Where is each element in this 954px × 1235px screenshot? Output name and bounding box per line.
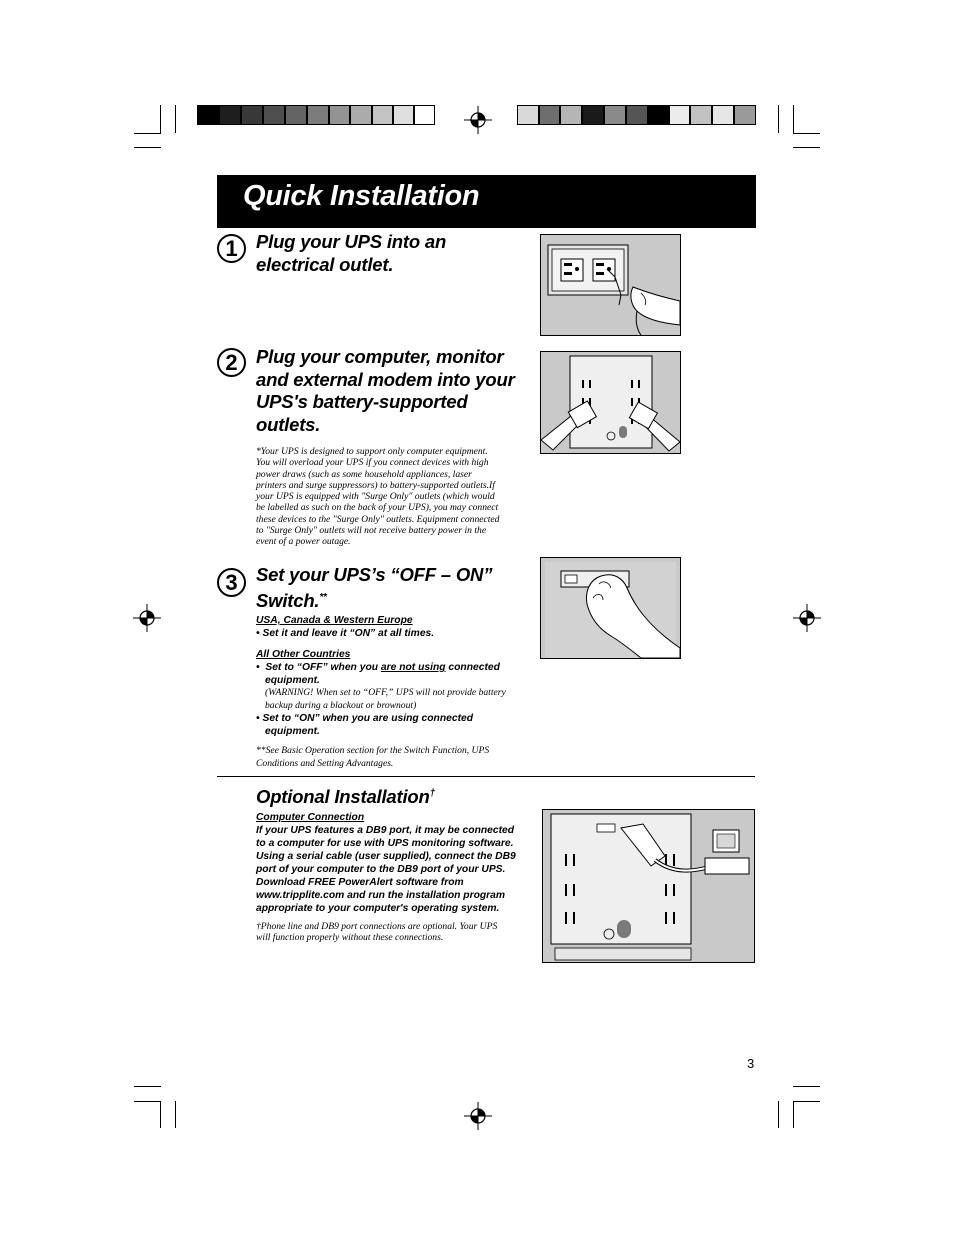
ups-back-panel-illustration	[540, 351, 681, 454]
region2-bullet-off: • Set to “OFF” when you are not using connected equipment.	[256, 662, 500, 686]
section-divider	[217, 776, 755, 777]
optional-heading: Optional Installation†	[256, 786, 435, 808]
step-3-footnote: **See Basic Operation section for the Switch Function, UPS Conditions and Setting Advantages.	[256, 745, 490, 769]
step-2-number: 2	[217, 348, 246, 377]
region2-bullet-on: • Set to “ON” when you are using connected equipment.	[256, 713, 474, 737]
page-title: Quick Installation	[243, 180, 480, 212]
page-number: 3	[747, 1056, 755, 1071]
step-1-heading: Plug your UPS into an electrical outlet.	[256, 231, 447, 275]
optional-note: †Phone line and DB9 port connections are optional. Your UPS will function properly without these connections.	[256, 921, 498, 944]
region1-bullet: • Set it and leave it “ON” at all times.	[256, 628, 435, 639]
computer-connection-subhead: Computer Connection	[256, 812, 365, 823]
step-2-heading: Plug your computer, monitor and external modem into your UPS's battery-supported outlets.	[256, 346, 515, 435]
registration-target-left	[133, 604, 161, 632]
region2-title: All Other Countries	[256, 649, 351, 660]
step-3-number: 3	[217, 568, 246, 597]
optional-body: If your UPS features a DB9 port, it may be connected to a computer for use with UPS monitoring software. Using a serial cable (user supplied), connect the DB9 port of your computer to the DB9 port of your UPS. Download FREE PowerAlert software from www.tripplite.com and run the installation program appropriate to your computer's operating system.	[256, 825, 516, 914]
off-on-switch-illustration	[540, 557, 681, 659]
step-1-number: 1	[217, 234, 246, 263]
registration-target-top	[464, 106, 492, 134]
db9-connection-illustration	[542, 809, 755, 963]
step-2-note: *Your UPS is designed to support only computer equipment. You will overload your UPS if you connect devices with high power draws (such as some household appliances, laser printers and surge suppressors) to battery-supported outlets.If your UPS is equipped with "Surge Only" outlets (which would be labelled as such on the back of your UPS), you may connect these devices to the "Surge Only" outlets. Equipment connected to "Surge Only" outlets will not receive battery power in the event of a power outage.	[256, 446, 500, 548]
registration-target-right	[793, 604, 821, 632]
wall-outlet-illustration	[540, 234, 681, 336]
step-3-heading: Set your UPS’s “OFF – ON” Switch.**	[256, 564, 493, 611]
region1-title: USA, Canada & Western Europe	[256, 615, 413, 626]
warning-note: (WARNING! When set to “OFF,” UPS will not provide battery backup during a blackout or brownout)	[265, 687, 506, 711]
registration-target-bottom	[464, 1102, 492, 1130]
